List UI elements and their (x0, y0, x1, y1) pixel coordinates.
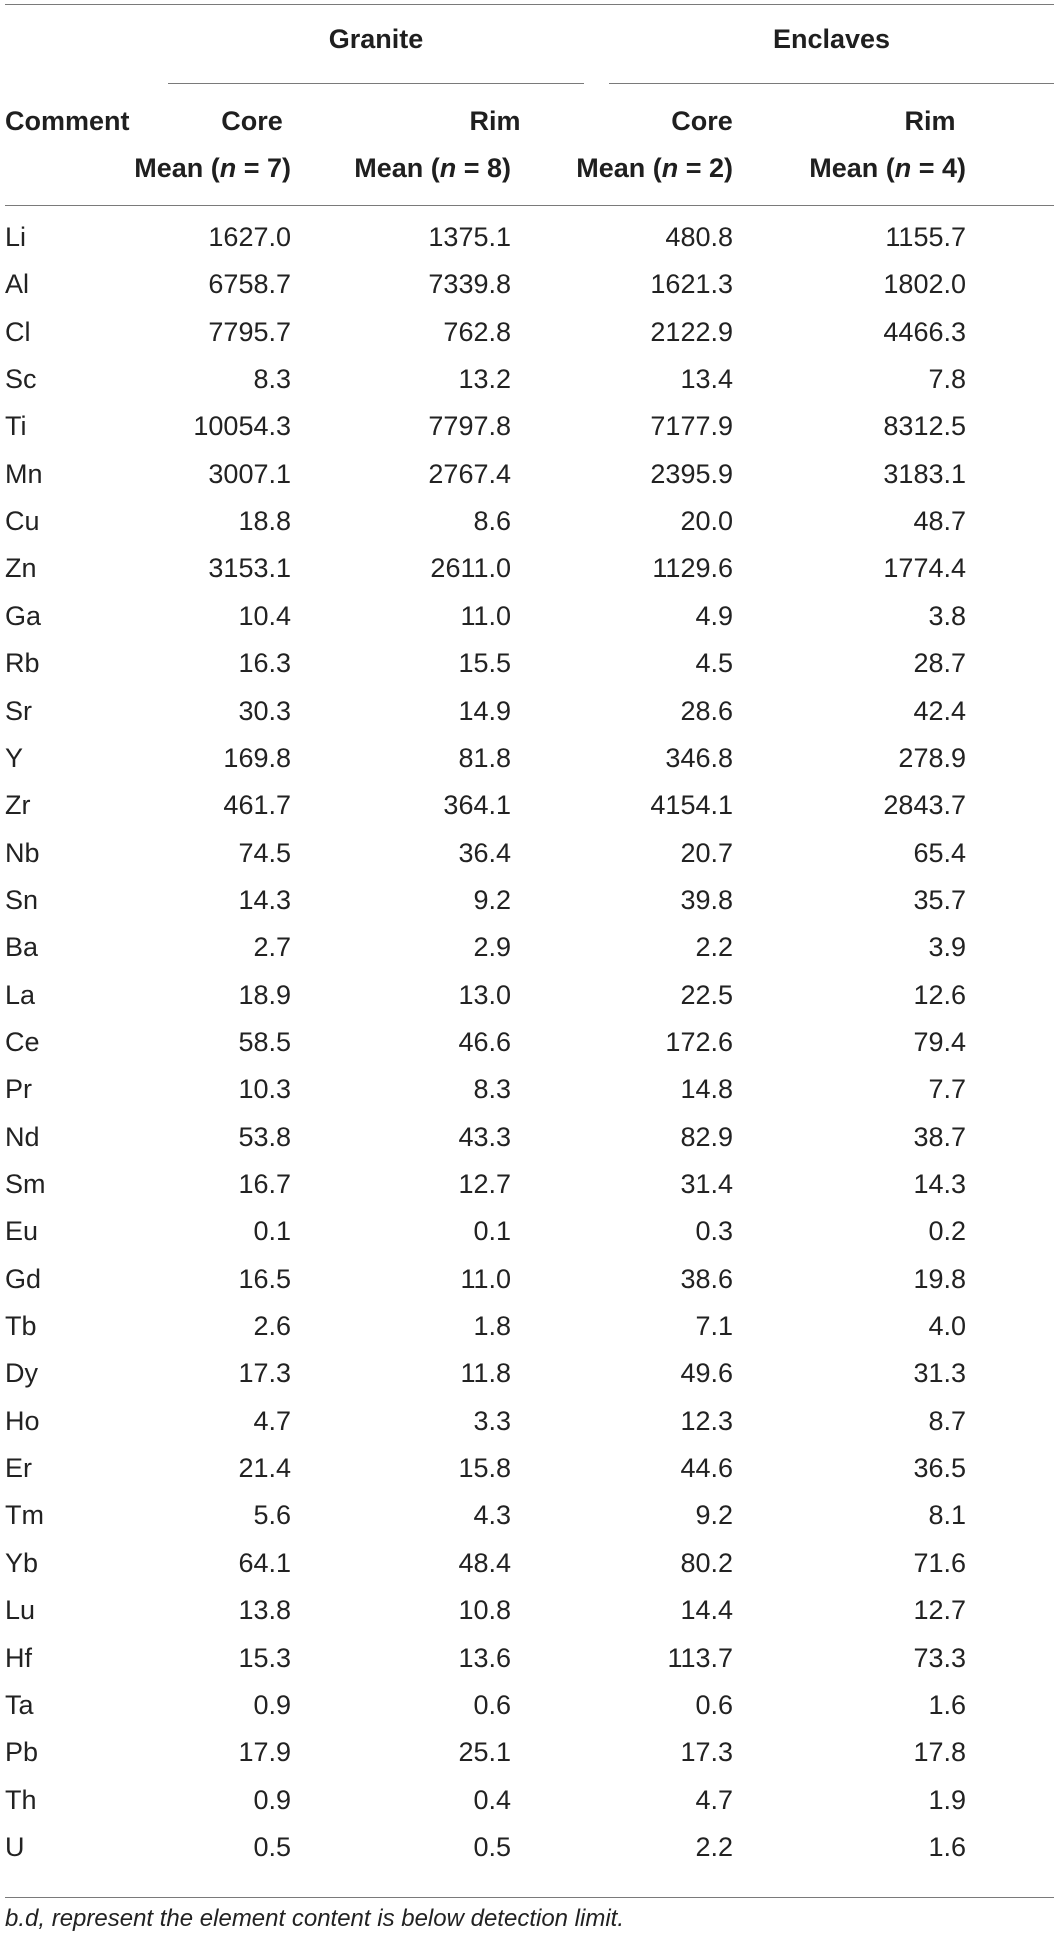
table-row (0, 648, 1054, 695)
value-cell: 0.9 (253, 1784, 291, 1815)
value-cell: 7797.8 (428, 411, 511, 442)
value-cell: 20.7 (680, 837, 733, 868)
value-cell: 16.7 (238, 1169, 291, 1199)
value-cell: 480.8 (665, 222, 733, 252)
value-cell: 278.9 (898, 742, 966, 773)
value-cell: 3007.1 (208, 458, 291, 489)
value-cell: 0.6 (695, 1689, 733, 1720)
enclaves-group-rule (609, 83, 1054, 84)
element-cell: Nd (5, 1121, 40, 1152)
element-cell: Yb (5, 1547, 39, 1578)
element-cell: Ce (5, 1026, 40, 1057)
value-cell: 2122.9 (650, 316, 733, 347)
value-cell: 7795.7 (208, 316, 291, 347)
element-cell: La (5, 979, 36, 1010)
value-cell: 13.4 (680, 364, 733, 395)
group-header-enclaves: Enclaves (772, 24, 891, 54)
value-cell: 364.1 (443, 790, 511, 821)
value-cell: 16.3 (238, 648, 291, 679)
comment-header: Comment (5, 106, 130, 136)
value-cell: 4.0 (928, 1311, 966, 1342)
value-cell: 169.8 (223, 742, 291, 773)
value-cell: 11.0 (460, 600, 511, 631)
value-cell: 17.8 (913, 1737, 966, 1768)
value-cell: 7177.9 (650, 411, 733, 442)
value-cell: 10.4 (238, 600, 291, 631)
table-row (0, 885, 1054, 932)
value-cell: 25.1 (458, 1737, 511, 1768)
element-cell: Eu (5, 1216, 39, 1247)
table-row (0, 222, 1054, 269)
value-cell: 13.8 (238, 1595, 291, 1626)
value-cell: 9.2 (695, 1500, 733, 1531)
mean-label: Mean ( (576, 153, 662, 183)
value-cell: 0.1 (253, 1216, 291, 1247)
value-cell: 7.8 (928, 364, 966, 395)
value-cell: 2.9 (473, 932, 511, 963)
n-variable: n (219, 153, 237, 183)
value-cell: 20.0 (680, 506, 733, 537)
value-cell: 0.6 (473, 1689, 511, 1720)
value-cell: 2.2 (695, 1831, 733, 1862)
column-header-sample-size (51, 153, 291, 184)
element-cell: Er (5, 1453, 32, 1484)
value-cell: 10.3 (238, 1074, 291, 1105)
table-row (0, 743, 1054, 790)
value-cell: 48.7 (913, 506, 966, 537)
value-cell: 6758.7 (208, 269, 291, 300)
element-cell: Gd (5, 1263, 42, 1294)
mean-label: Mean ( (809, 153, 895, 183)
value-cell: 58.5 (238, 1026, 291, 1057)
value-cell: 1.9 (928, 1784, 966, 1815)
value-cell: 2.2 (695, 932, 733, 963)
value-cell: 12.3 (680, 1405, 733, 1436)
value-cell: 4.5 (695, 648, 733, 679)
element-cell: Rb (5, 648, 40, 679)
value-cell: 14.3 (913, 1169, 966, 1199)
value-cell: 1621.3 (650, 269, 733, 300)
value-cell: 31.4 (680, 1169, 733, 1199)
column-header-label: Rim (469, 106, 521, 136)
value-cell: 11.0 (460, 1263, 511, 1294)
table-row (0, 838, 1054, 885)
column-header-sample-size (493, 153, 733, 184)
table-row (0, 1216, 1054, 1263)
value-cell: 4.7 (695, 1784, 733, 1815)
element-cell: Sn (5, 884, 39, 915)
element-cell: Tb (5, 1311, 37, 1342)
value-cell: 7.1 (695, 1311, 733, 1342)
value-cell: 65.4 (913, 837, 966, 868)
table-row (0, 506, 1054, 553)
element-cell: Ho (5, 1405, 40, 1436)
column-header-label: Rim (904, 106, 956, 136)
value-cell: 38.7 (913, 1121, 966, 1152)
n-variable: n (661, 153, 679, 183)
value-cell: 4.9 (695, 600, 733, 631)
element-cell: Sr (5, 695, 32, 726)
column-header-sample-size (271, 153, 511, 184)
group-header-granite: Granite (328, 24, 424, 54)
table-footnote: b.d, represent the element content is below detection limit. (5, 1905, 625, 1932)
n-value: = 2) (678, 153, 733, 183)
value-cell: 17.3 (680, 1737, 733, 1768)
top-rule (5, 4, 1054, 5)
element-cell: Y (5, 742, 24, 773)
table-row (0, 1264, 1054, 1311)
value-cell: 4.3 (473, 1500, 511, 1531)
value-cell: 113.7 (667, 1642, 733, 1673)
value-cell: 42.4 (913, 695, 966, 726)
value-cell: 28.7 (913, 648, 966, 679)
table-row (0, 317, 1054, 364)
column-header-label: Core (671, 106, 733, 136)
value-cell: 1.6 (928, 1831, 966, 1862)
value-cell: 4.7 (253, 1405, 291, 1436)
table-row (0, 459, 1054, 506)
value-cell: 762.8 (443, 316, 511, 347)
value-cell: 5.6 (253, 1500, 291, 1531)
value-cell: 36.5 (913, 1453, 966, 1484)
mean-label: Mean ( (134, 153, 220, 183)
value-cell: 14.9 (458, 695, 511, 726)
value-cell: 82.9 (680, 1121, 733, 1152)
value-cell: 31.3 (913, 1358, 966, 1389)
element-cell: Sc (5, 364, 37, 395)
value-cell: 4154.1 (650, 790, 733, 821)
value-cell: 2.7 (253, 932, 291, 963)
value-cell: 8.6 (473, 506, 511, 537)
value-cell: 48.4 (458, 1547, 511, 1578)
table-row (0, 553, 1054, 600)
value-cell: 3.9 (928, 932, 966, 963)
element-cell: Ti (5, 411, 27, 442)
element-cell: Ga (5, 600, 42, 631)
table-row (0, 1358, 1054, 1405)
value-cell: 2395.9 (650, 458, 733, 489)
table-row (0, 1737, 1054, 1784)
element-cell: Nb (5, 837, 40, 868)
value-cell: 4466.3 (883, 316, 966, 347)
value-cell: 74.5 (238, 837, 291, 868)
n-value: = 4) (911, 153, 966, 183)
value-cell: 39.8 (680, 884, 733, 915)
n-variable: n (439, 153, 457, 183)
value-cell: 81.8 (458, 742, 511, 773)
value-cell: 3.3 (473, 1405, 511, 1436)
table-row (0, 411, 1054, 458)
value-cell: 13.6 (458, 1642, 511, 1673)
value-cell: 14.4 (680, 1595, 733, 1626)
element-cell: Dy (5, 1358, 38, 1389)
value-cell: 18.8 (238, 506, 291, 537)
value-cell: 1.6 (928, 1689, 966, 1720)
value-cell: 0.5 (253, 1831, 291, 1862)
value-cell: 1627.0 (208, 222, 291, 252)
value-cell: 15.8 (458, 1453, 511, 1484)
value-cell: 461.7 (223, 790, 291, 821)
value-cell: 0.9 (253, 1689, 291, 1720)
value-cell: 49.6 (680, 1358, 733, 1389)
value-cell: 1.8 (473, 1311, 511, 1342)
value-cell: 14.8 (680, 1074, 733, 1105)
value-cell: 0.2 (928, 1216, 966, 1247)
value-cell: 8312.5 (883, 411, 966, 442)
table-row (0, 364, 1054, 411)
table-row (0, 1595, 1054, 1642)
mean-label: Mean ( (354, 153, 440, 183)
table-row (0, 1122, 1054, 1169)
table-row (0, 1311, 1054, 1358)
table-row (0, 1785, 1054, 1832)
value-cell: 2611.0 (430, 553, 511, 584)
value-cell: 17.3 (238, 1358, 291, 1389)
value-cell: 73.3 (913, 1642, 966, 1673)
value-cell: 1375.1 (428, 222, 511, 252)
table-row (0, 790, 1054, 837)
value-cell: 8.3 (253, 364, 291, 395)
table-row (0, 1500, 1054, 1547)
value-cell: 15.5 (458, 648, 511, 679)
element-cell: Ba (5, 932, 39, 963)
value-cell: 10.8 (458, 1595, 511, 1626)
n-variable: n (894, 153, 912, 183)
table-row (0, 1548, 1054, 1595)
table-row (0, 1453, 1054, 1500)
value-cell: 46.6 (458, 1026, 511, 1057)
element-cell: Th (5, 1784, 37, 1815)
value-cell: 2767.4 (428, 458, 511, 489)
value-cell: 1774.4 (883, 553, 966, 584)
value-cell: 79.4 (913, 1026, 966, 1057)
value-cell: 0.4 (473, 1784, 511, 1815)
n-value: = 8) (456, 153, 511, 183)
table-row (0, 1406, 1054, 1453)
value-cell: 17.9 (238, 1737, 291, 1768)
table-row (0, 1832, 1054, 1879)
value-cell: 2.6 (253, 1311, 291, 1342)
element-cell: Tm (5, 1500, 44, 1531)
value-cell: 0.5 (473, 1831, 511, 1862)
column-header-sample-size (726, 153, 966, 184)
value-cell: 21.4 (238, 1453, 291, 1484)
value-cell: 9.2 (473, 884, 511, 915)
table-row (0, 1027, 1054, 1074)
value-cell: 3.8 (928, 600, 966, 631)
column-header-label: Core (221, 106, 283, 136)
element-cell: Mn (5, 458, 43, 489)
value-cell: 12.6 (913, 979, 966, 1010)
granite-group-rule (168, 83, 584, 84)
element-cell: Hf (5, 1642, 32, 1673)
value-cell: 35.7 (913, 884, 966, 915)
value-cell: 53.8 (238, 1121, 291, 1152)
value-cell: 7.7 (928, 1074, 966, 1105)
element-cell: Zr (5, 790, 31, 821)
table-row (0, 1169, 1054, 1216)
element-cell: Cu (5, 506, 40, 537)
table-row (0, 932, 1054, 979)
value-cell: 30.3 (238, 695, 291, 726)
value-cell: 346.8 (665, 742, 733, 773)
value-cell: 43.3 (458, 1121, 511, 1152)
value-cell: 64.1 (238, 1547, 291, 1578)
value-cell: 0.1 (473, 1216, 511, 1247)
table-row (0, 269, 1054, 316)
value-cell: 14.3 (238, 884, 291, 915)
value-cell: 8.1 (928, 1500, 966, 1531)
value-cell: 1129.6 (652, 553, 733, 584)
table-row (0, 696, 1054, 743)
value-cell: 71.6 (913, 1547, 966, 1578)
value-cell: 38.6 (680, 1263, 733, 1294)
header-bottom-rule (5, 205, 1054, 206)
table-row (0, 980, 1054, 1027)
value-cell: 10054.3 (193, 411, 291, 442)
value-cell: 8.7 (928, 1405, 966, 1436)
table-row (0, 1074, 1054, 1121)
element-cell: Zn (5, 553, 37, 584)
table-bottom-rule (5, 1897, 1054, 1898)
element-cell: Li (5, 222, 27, 252)
value-cell: 13.0 (458, 979, 511, 1010)
element-cell: Al (5, 269, 30, 300)
element-cell: Sm (5, 1169, 46, 1199)
element-cell: Ta (5, 1689, 34, 1720)
element-cell: Cl (5, 316, 31, 347)
value-cell: 12.7 (458, 1169, 511, 1199)
value-cell: 0.3 (695, 1216, 733, 1247)
table-row (0, 1643, 1054, 1690)
value-cell: 80.2 (680, 1547, 733, 1578)
value-cell: 28.6 (680, 695, 733, 726)
element-cell: U (5, 1831, 25, 1862)
value-cell: 22.5 (680, 979, 733, 1010)
element-cell: Lu (5, 1595, 36, 1626)
value-cell: 36.4 (458, 837, 511, 868)
value-cell: 11.8 (460, 1358, 511, 1389)
table-row (0, 1690, 1054, 1737)
value-cell: 1802.0 (883, 269, 966, 300)
value-cell: 12.7 (913, 1595, 966, 1626)
value-cell: 44.6 (680, 1453, 733, 1484)
value-cell: 7339.8 (428, 269, 511, 300)
value-cell: 16.5 (238, 1263, 291, 1294)
value-cell: 1155.7 (885, 222, 966, 252)
element-cell: Pr (5, 1074, 32, 1105)
value-cell: 19.8 (913, 1263, 966, 1294)
value-cell: 3153.1 (208, 553, 291, 584)
value-cell: 13.2 (458, 364, 511, 395)
value-cell: 2843.7 (883, 790, 966, 821)
value-cell: 8.3 (473, 1074, 511, 1105)
value-cell: 3183.1 (883, 458, 966, 489)
n-value: = 7) (236, 153, 291, 183)
element-cell: Pb (5, 1737, 39, 1768)
table-row (0, 601, 1054, 648)
value-cell: 18.9 (238, 979, 291, 1010)
value-cell: 172.6 (665, 1026, 733, 1057)
value-cell: 15.3 (238, 1642, 291, 1673)
